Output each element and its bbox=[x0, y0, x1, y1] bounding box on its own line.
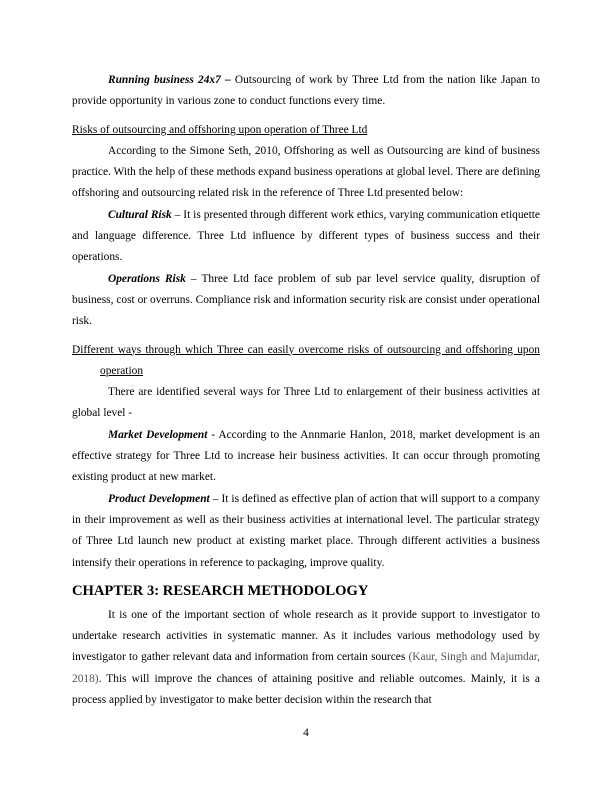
methodology-text-before: It is one of the important section of whole research as it provide support to investigator to undertake research activities in systematic manner. As it includes various methodology used by investigator to gather relevant data and information from certain sources bbox=[72, 608, 540, 664]
cultural-risk-paragraph bbox=[72, 205, 540, 269]
document-page bbox=[72, 70, 540, 711]
risks-intro-paragraph: According to the Simone Seth, 2010, Offshoring as well as Outsourcing are kind of business practice. With the help of these methods expand business operations at global level. There are defining offshoring and outsourcing related risk in the reference of Three Ltd presented below: bbox=[72, 144, 540, 200]
operations-risk-text: – Three Ltd face problem of sub par level service quality, disruption of business, cost or overruns. Compliance risk and information security risk are consist under operational risk. bbox=[72, 272, 540, 328]
risks-heading: Risks of outsourcing and offshoring upon operation of Three Ltd bbox=[72, 123, 368, 136]
page-number: 4 bbox=[303, 727, 309, 739]
running-business-text: Outsourcing of work by Three Ltd from the nation like Japan to provide opportunity in various zone to conduct functions every time. bbox=[72, 74, 541, 108]
methodology-citation: (Kaur, Singh and Majumdar, 2018) bbox=[72, 651, 540, 685]
ways-heading: Different ways through which Three can easily overcome risks of outsourcing and offshoring upon operation bbox=[72, 343, 540, 377]
ways-intro-paragraph: There are identified several ways for Three Ltd to enlargement of their business activities at global level - bbox=[72, 386, 540, 420]
cultural-risk-term: Cultural Risk bbox=[108, 208, 172, 221]
methodology-text-after: . This will improve the chances of attaining positive and reliable outcomes. Mainly, it is a process applied by investigator to make better decision within the research that bbox=[72, 672, 540, 707]
product-development-paragraph bbox=[72, 489, 540, 574]
cultural-risk-text: – It is presented through different work ethics, varying communication etiquette and language difference. Three Ltd influence by different types of business success and their operations. bbox=[72, 208, 540, 264]
operations-risk-term: Operations Risk bbox=[108, 272, 186, 285]
market-development-text: - According to the Annmarie Hanlon, 2018, market development is an effective strategy for Three Ltd to increase heir business activities. It can occur through promoting existing product at new market. bbox=[72, 428, 540, 484]
product-development-term: Product Development bbox=[108, 492, 210, 505]
market-development-term: Market Development bbox=[108, 428, 208, 441]
product-development-text: – It is defined as effective plan of action that will support to a company in their improvement as well as their business activities at international level. The particular strategy of Three Ltd launch new product at existing market place. Through different activities a business intensify their operations in reference to packaging, improve quality. bbox=[72, 492, 540, 569]
methodology-paragraph bbox=[72, 605, 540, 711]
chapter-heading: CHAPTER 3: RESEARCH METHODOLOGY bbox=[72, 582, 369, 599]
running-business-paragraph bbox=[72, 70, 540, 113]
market-development-paragraph bbox=[72, 425, 540, 489]
operations-risk-paragraph bbox=[72, 269, 540, 333]
running-business-term: Running business 24x7 – bbox=[108, 74, 231, 86]
